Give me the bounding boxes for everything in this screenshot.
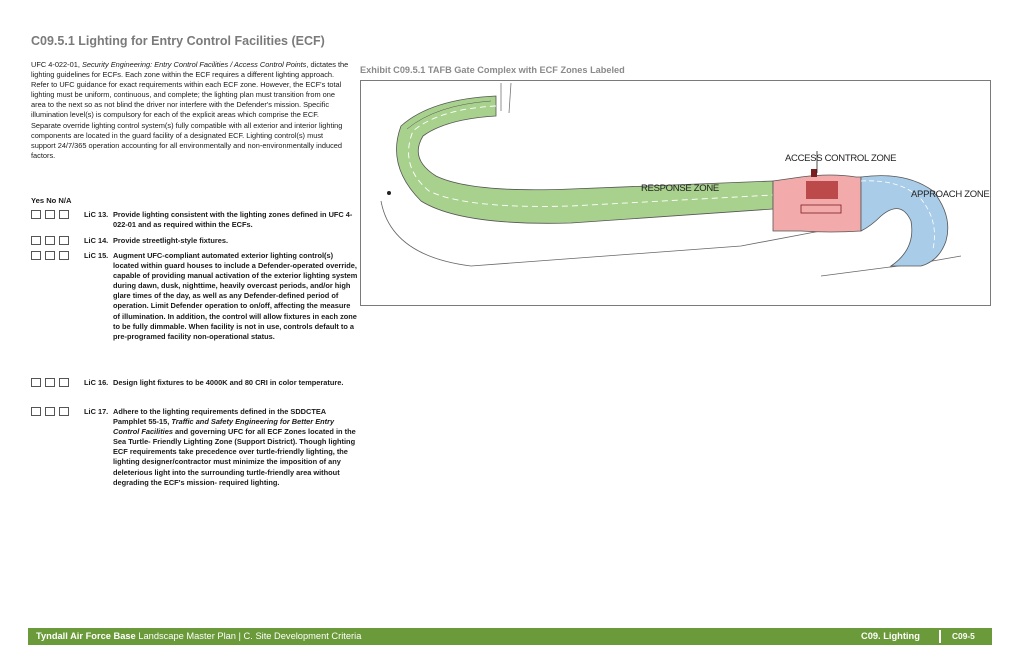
yes-checkbox[interactable] — [31, 236, 41, 245]
checkbox-group — [31, 378, 73, 390]
intro-ref-title: Security Engineering: Entry Control Facilities / Access Control Points — [81, 60, 307, 69]
checkbox-group — [31, 251, 73, 263]
item-text — [113, 407, 358, 488]
checkbox-group — [31, 407, 73, 419]
no-checkbox[interactable] — [45, 251, 55, 260]
footer-doc: Landscape Master Plan | C. Site Development Criteria — [135, 631, 362, 641]
approach-zone-label: APPROACH ZONE — [911, 189, 990, 200]
yes-checkbox[interactable] — [31, 251, 41, 260]
no-checkbox[interactable] — [45, 378, 55, 387]
intro-paragraph — [31, 60, 349, 161]
guard-facility — [806, 181, 838, 199]
item-code: LiC 17. — [84, 407, 109, 416]
response-zone-label: RESPONSE ZONE — [641, 183, 719, 194]
intro-ref: UFC 4-022-01, — [31, 60, 82, 69]
item-code: LiC 16. — [84, 378, 109, 387]
section-title: C09.5.1 Lighting for Entry Control Facilities (ECF) — [31, 34, 325, 48]
marker-dot — [387, 191, 391, 195]
no-checkbox[interactable] — [45, 210, 55, 219]
item-code: LiC 13. — [84, 210, 109, 219]
item-text: Design light fixtures to be 4000K and 80 CRI in color temperature. — [113, 378, 344, 387]
no-checkbox[interactable] — [45, 236, 55, 245]
item-text: Augment UFC-compliant automated exterior lighting control(s) located within guard houses to include a Defender-operated override, capable of providing manual activation of the exterior lighting system during dawn, dusk, nighttime, heavily overcast periods, and/or high glare times of the day, as well as any Defender-defined period of operation. Limit Defender operation to on/off, affecting the measure of illumination. In addition, the control will allow fixtures in each zone to be fully dimmable. When facility is not in use, controls default to a pre-programed facility non-operational status. — [113, 251, 358, 341]
canopy-post — [811, 169, 817, 177]
na-checkbox[interactable] — [59, 407, 69, 416]
intro-body: , dictates the lighting guidelines for ECFs. Each zone within the ECF requires a different lighting approach. Refer to UFC guidance for exact requirements within each ECF zone. However, the ECF's total lighting must be uniform, continuous, and complete; the lighting plan must transition from one area to the next so as not blind the driver nor interfere with the Defender's mission. Specific illumination level(s) is compulsory for each of the explicit areas which comprise the ECF. Separate override lighting control system(s) fully compatible with all exterior and interior lighting components are located in the guard facility of a designated ECF. Lighting control(s) must support 24/7/365 operation accounting for all environmentally and non-environmentally induced factors. — [31, 60, 349, 160]
footer-separator — [939, 630, 941, 643]
response-zone — [397, 96, 774, 223]
na-checkbox[interactable] — [59, 210, 69, 219]
yes-checkbox[interactable] — [31, 407, 41, 416]
footer-org: Tyndall Air Force Base — [36, 631, 136, 641]
item-text-part: and governing UFC for all ECF Zones located in the Sea Turtle- Friendly Lighting Zone (Support District). Though lighting ECF requirements take precedence over turtle-friendly lighting, the lighting designer/contractor must minimize the imposition of any deleterious light into the surrounding turtle-friendly area without degrading the ECF's mission- required lighting. — [113, 427, 356, 487]
yes-checkbox[interactable] — [31, 210, 41, 219]
checkbox-group — [31, 210, 73, 222]
checklist-header: Yes No N/A — [31, 196, 72, 205]
page-number: C09-5 — [952, 631, 975, 641]
footer-left — [36, 628, 361, 645]
checkbox-group — [31, 236, 73, 248]
exhibit-title: Exhibit C09.5.1 TAFB Gate Complex with ECF Zones Labeled — [360, 65, 625, 75]
footer-chapter: C09. Lighting — [861, 631, 920, 641]
page-footer — [28, 628, 992, 645]
item-text-part: Adhere to the lighting requirements defined in the SDDCTEA Pamphlet 55-15, — [113, 407, 326, 427]
north-road-line — [509, 83, 511, 113]
no-checkbox[interactable] — [45, 407, 55, 416]
na-checkbox[interactable] — [59, 251, 69, 260]
access-control-zone-label: ACCESS CONTROL ZONE — [785, 153, 897, 164]
item-text-italic: Traffic and Safety Engineering for Better Entry Control Facilities — [113, 417, 335, 437]
item-code: LiC 14. — [84, 236, 109, 245]
yes-checkbox[interactable] — [31, 378, 41, 387]
gate-complex-map — [360, 80, 991, 306]
item-text: Provide streetlight-style fixtures. — [113, 236, 228, 245]
na-checkbox[interactable] — [59, 378, 69, 387]
item-text: Provide lighting consistent with the lighting zones defined in UFC 4-022-01 and as required within the ECFs. — [113, 210, 353, 230]
na-checkbox[interactable] — [59, 236, 69, 245]
item-code: LiC 15. — [84, 251, 109, 260]
gate-complex-diagram — [361, 81, 990, 305]
